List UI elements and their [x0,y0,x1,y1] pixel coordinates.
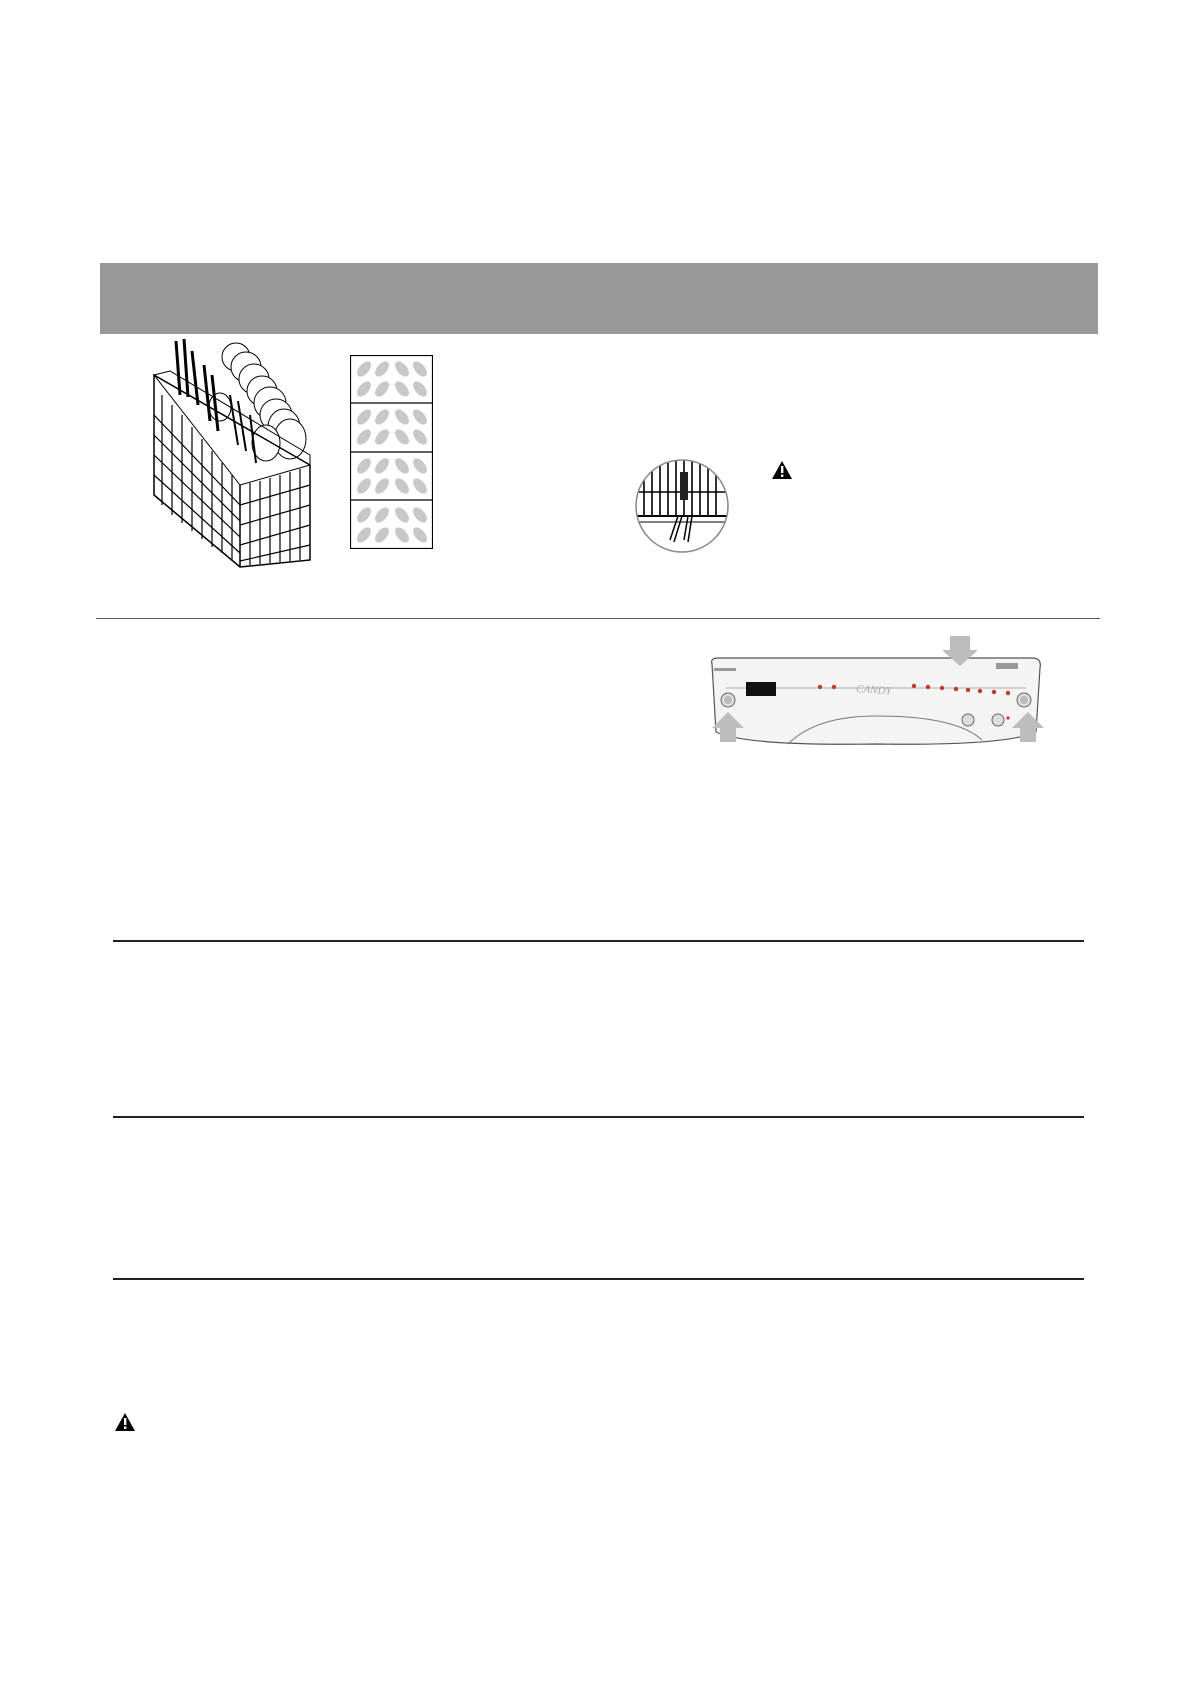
cutlery-basket-illustration [150,335,320,570]
basket-compartment-grid [350,355,433,549]
warning-triangle-icon [114,1412,136,1432]
warning-triangle-icon [771,460,793,480]
control-panel-illustration [706,636,1046,746]
panel-brand-logo: CANDY [855,683,893,698]
section-divider-1 [113,940,1084,942]
section-header-bar [100,263,1098,334]
section-divider [96,618,1100,619]
section-divider-3 [113,1278,1084,1280]
section-divider-2 [113,1116,1084,1118]
basket-detail-circle [634,458,730,554]
